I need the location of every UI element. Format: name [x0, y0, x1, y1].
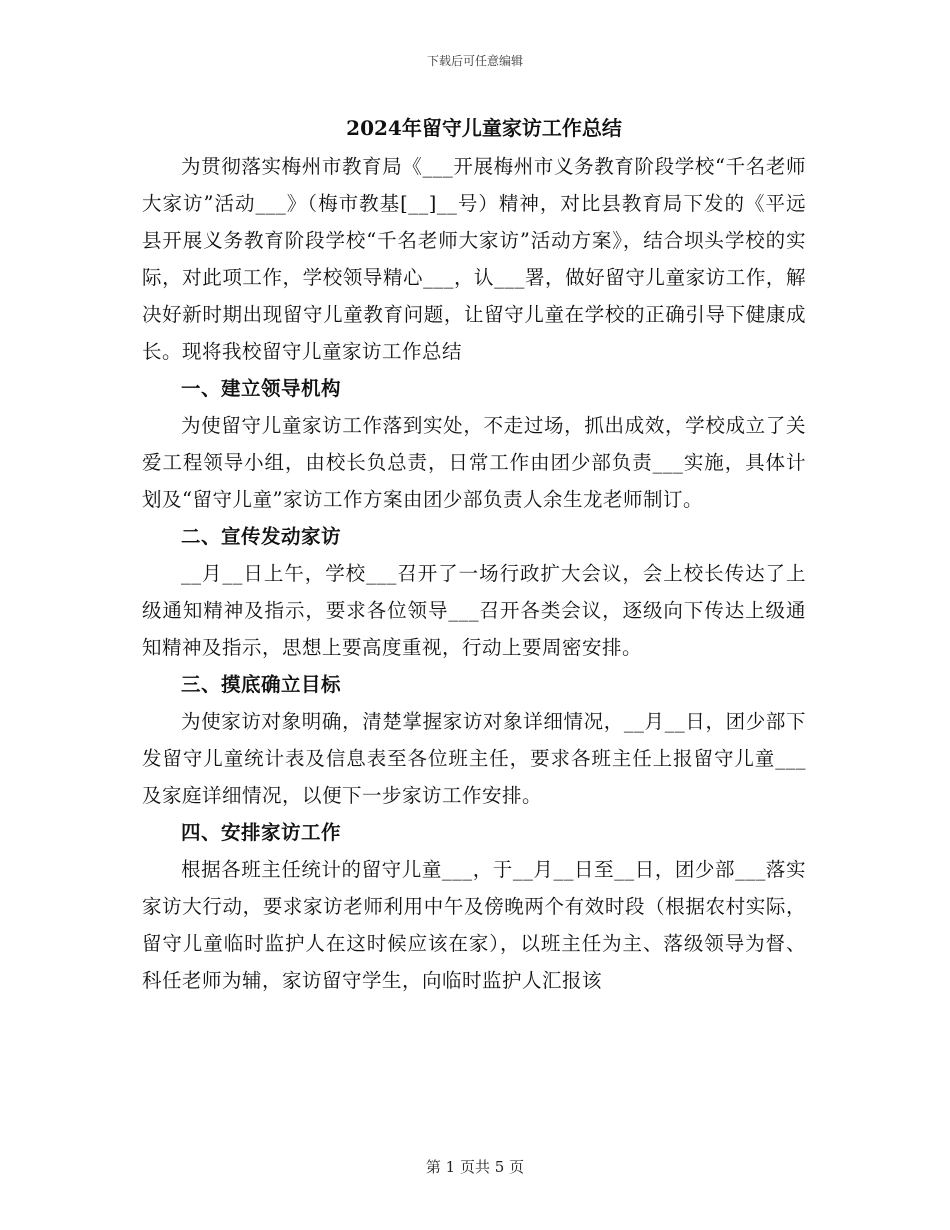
section-heading-3: 三、摸底确立目标: [181, 673, 342, 696]
section-body-1: 为使留守儿童家访工作落到实处，不走过场，抓出成效，学校成立了关爱工程领导小组，由校长负总责，日常工作由团少部负责___实施，具体计划及“留守儿童”家访工作方案由团少部负责人余生龙老师制订。: [142, 414, 806, 511]
section-body-3: 为使家访对象明确，清楚掌握家访对象详细情况，__月__日，团少部下发留守儿童统计表及信息表至各位班主任，要求各班主任上报留守儿童___及家庭详细情况，以便下一步家访工作安排。: [142, 710, 806, 807]
page-header: 下载后可任意编辑: [426, 54, 523, 68]
document-title: 2024年留守儿童家访工作总结: [346, 116, 622, 140]
page-footer: 第 1 页共 5 页: [425, 1158, 525, 1176]
document-body: [142, 110, 806, 999]
section-body-4: 根据各班主任统计的留守儿童___，于__月__日至__日，团少部___落实家访大行动，要求家访老师利用中午及傍晚两个有效时段（根据农村实际，留守儿童临时监护人在这时候应该在家），以班主任为主、落级领导为督、科任老师为辅，家访留守学生，向临时监护人汇报该: [142, 858, 806, 992]
section-body-2: __月__日上午，学校___召开了一场行政扩大会议，会上校长传达了上级通知精神及指示，要求各位领导___召开各类会议，逐级向下传达上级通知精神及指示，思想上要高度重视，行动上要周密安排。: [142, 562, 806, 659]
section-heading-2: 二、宣传发动家访: [181, 525, 342, 548]
intro-paragraph: 为贯彻落实梅州市教育局《___开展梅州市义务教育阶段学校“千名老师大家访”活动___》（梅市教基[__]__号）精神，对比县教育局下发的《平远县开展义务教育阶段学校“千名老师大家访”活动方案》，结合坝头学校的实际，对此项工作，学校领导精心___，认___署，做好留守儿童家访工作，解决好新时期出现留守儿童教育问题，让留守儿童在学校的正确引导下健康成长。现将我校留守儿童家访工作总结: [142, 155, 806, 363]
section-heading-4: 四、安排家访工作: [181, 821, 342, 844]
section-heading-1: 一、建立领导机构: [181, 377, 342, 400]
